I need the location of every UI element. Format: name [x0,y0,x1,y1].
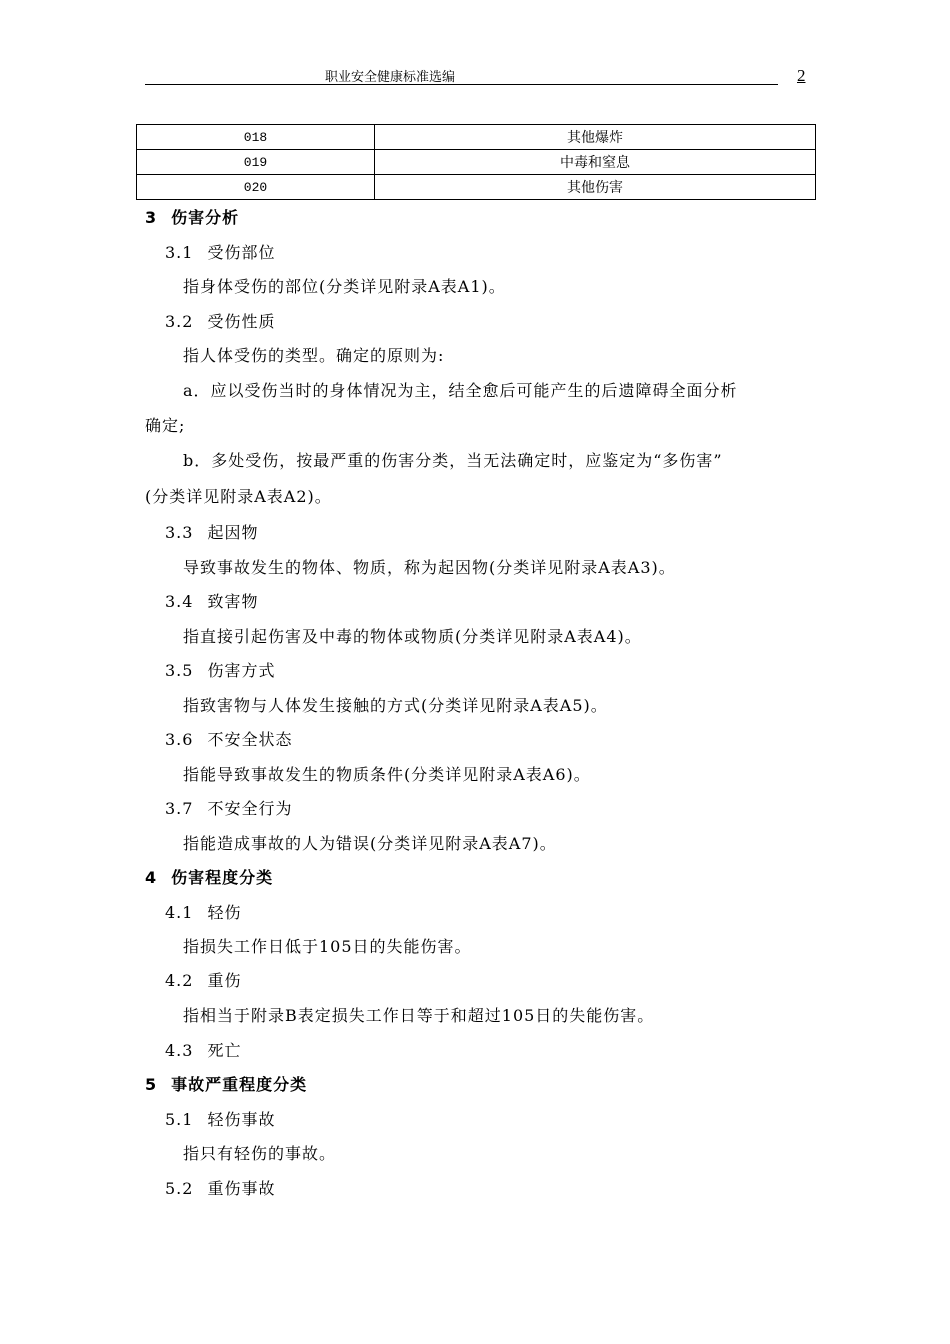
paragraph: 指只有轻伤的事故。 [183,1144,337,1163]
subsection-number: 3.1 [165,243,194,262]
subsection-number: 3.3 [165,523,194,542]
subsection-title: 轻伤事故 [207,1110,276,1129]
subsection-number: 3.5 [165,661,194,680]
section-number: 4 [145,868,158,887]
paragraph: 指直接引起伤害及中毒的物体或物质(分类详见附录A表A4)。 [183,627,642,646]
subsection-number: 4.2 [165,971,194,990]
section-title: 伤害分析 [171,208,240,227]
table-row [137,125,816,150]
table-cell-name: 其他伤害 [375,175,816,200]
section-title: 伤害程度分类 [171,868,274,887]
table-cell-code: 018 [137,125,375,150]
subsection-heading [165,658,275,681]
list-item-b: b．多处受伤，按最严重的伤害分类，当无法确定时，应鉴定为“多伤害” [183,451,723,470]
subsection-heading [165,900,241,923]
list-item-b-continuation: (分类详见附录A表A2)。 [145,487,332,506]
paragraph: 指致害物与人体发生接触的方式(分类详见附录A表A5)。 [183,696,608,715]
list-item-a-continuation: 确定; [145,416,186,435]
table-row [137,175,816,200]
subsection-title: 伤害方式 [207,661,276,680]
subsection-heading [165,589,258,612]
paragraph: 指相当于附录B表定损失工作日等于和超过105日的失能伤害。 [183,1006,655,1025]
section-number: 5 [145,1075,158,1094]
subsection-title: 重伤 [207,971,242,990]
subsection-title: 受伤性质 [207,312,276,331]
subsection-heading [165,968,241,991]
classification-table [136,124,816,200]
subsection-title: 受伤部位 [207,243,276,262]
subsection-number: 3.4 [165,592,194,611]
section-number: 3 [145,208,158,227]
subsection-title: 重伤事故 [207,1179,276,1198]
section-heading [145,865,273,888]
subsection-number: 4.3 [165,1041,194,1060]
paragraph: 指身体受伤的部位(分类详见附录A表A1)。 [183,277,506,296]
table-cell-code: 020 [137,175,375,200]
table-cell-name: 中毒和窒息 [375,150,816,175]
list-item-a: a．应以受伤当时的身体情况为主，结全愈后可能产生的后遗障碍全面分析 [183,381,738,400]
subsection-heading [165,520,258,543]
section-heading [145,1072,307,1095]
paragraph: 指能导致事故发生的物质条件(分类详见附录A表A6)。 [183,765,591,784]
subsection-title: 致害物 [207,592,259,611]
subsection-number: 5.1 [165,1110,194,1129]
header-rule [145,84,778,85]
subsection-number: 5.2 [165,1179,194,1198]
subsection-heading [165,727,292,750]
subsection-title: 不安全行为 [207,799,293,818]
paragraph: 导致事故发生的物体、物质，称为起因物(分类详见附录A表A3)。 [183,558,676,577]
subsection-number: 4.1 [165,903,194,922]
subsection-heading [165,240,275,263]
paragraph: 指能造成事故的人为错误(分类详见附录A表A7)。 [183,834,557,853]
subsection-heading [165,1038,241,1061]
subsection-title: 轻伤 [207,903,242,922]
subsection-heading [165,1107,275,1130]
subsection-number: 3.2 [165,312,194,331]
subsection-title: 死亡 [207,1041,242,1060]
subsection-number: 3.7 [165,799,194,818]
subsection-number: 3.6 [165,730,194,749]
table-cell-name: 其他爆炸 [375,125,816,150]
table-cell-code: 019 [137,150,375,175]
subsection-title: 不安全状态 [207,730,293,749]
subsection-title: 起因物 [207,523,259,542]
subsection-heading [165,796,292,819]
table-row [137,150,816,175]
header-title: 职业安全健康标准选编 [324,70,455,85]
subsection-heading [165,309,275,332]
paragraph: 指损失工作日低于105日的失能伤害。 [183,937,472,956]
paragraph: 指人体受伤的类型。确定的原则为: [183,346,445,365]
section-title: 事故严重程度分类 [171,1075,308,1094]
subsection-heading [165,1176,275,1199]
page-number: 2 [797,66,806,85]
section-heading [145,205,239,228]
